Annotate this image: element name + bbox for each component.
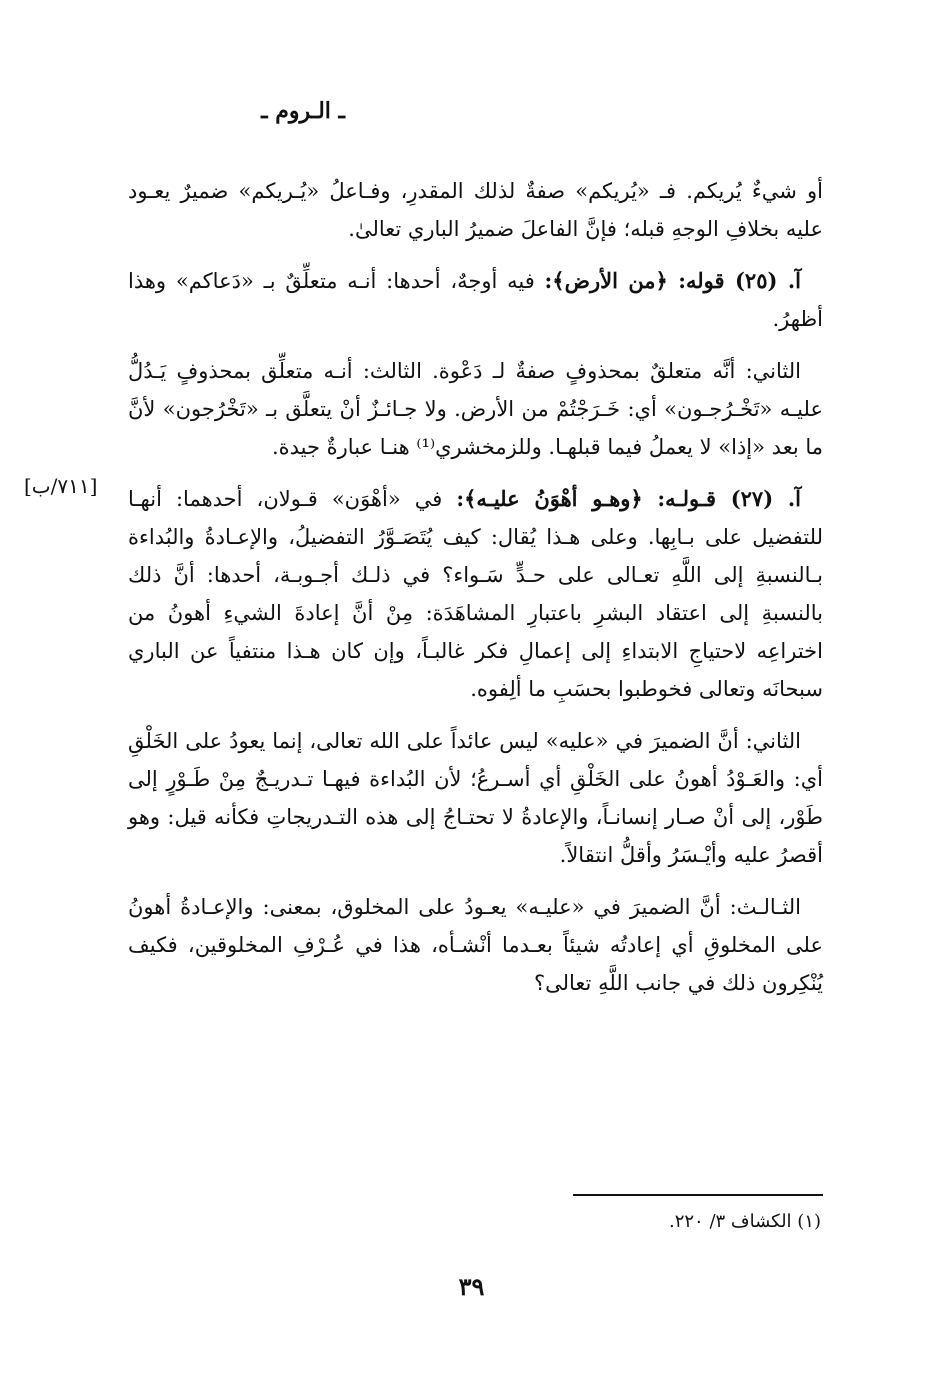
page-number: ٣٩ [458,1272,485,1301]
verse-heading-25: آ. (٢٥) قوله: ﴿من الأرض﴾: [544,268,801,293]
paragraph-2-text: فيه أوجهٌ، أحدها: أنـه متعلِّقٌ بـ «دَعاكم» وهذا أظهرُ. [128,269,823,331]
running-header: ـ الـروم ـ [261,98,345,124]
verse-heading-27: آ. (٢٧) قـولـه: ﴿وهـو أهْوَنُ عليـه﴾: [456,486,801,511]
paragraph-5: الثاني: أنَّ الضميرَ في «عليه» ليس عائداً على الله تعالى، إنما يعودُ على الخَلْقِ أي: والعَـوْدُ أهونُ على الخَلْقِ أي أسـرعُ؛ لأن البُداءة فيهـا تـدريـجٌ مِنْ طَـوْرٍ إلى طَوْر، إلى أنْ صـار إنسانـاً، والإعادةُ لا تحتـاجُ إلى هذه التـدريجاتِ فكأنه قيل: وهو أقصرُ عليه وأيْـسَرُ وأقلُّ انتقالاً. [128,729,823,867]
body-text [128,172,823,1016]
footnote: (١) الكشاف ٣/ ٢٢٠. [668,1211,821,1232]
paragraph-1: أو شيءٌ يُريكم. فـ «يُريكم» صفةٌ لذلك المقدرِ، وفـاعلُ «يُـريكم» ضميرٌ يعـود عليه بخلافِ الوجهِ قبله؛ فإنَّ الفاعلَ ضميرُ الباري تعالىٰ. [128,179,823,241]
margin-reference: [٧١١/ب] [24,474,98,498]
paragraph-6: الثـالـث: أنَّ الضميرَ في «عليـه» يعـودُ على المخلوق، بمعنى: والإعـادةُ أهونُ على المخلوقِ أي إعادتُه شيئاً بعـدما أنْشـأه، هذا في عُـرْفِ المخلوقين، فكيف يُنْكِرون ذلك في جانب اللَّهِ تعالى؟ [128,895,823,995]
footnote-divider [573,1194,823,1196]
paragraph-3: الثاني: أنَّه متعلقٌ بمحذوفٍ صفةٌ لـ دَعْوة. الثالث: أنـه متعلِّق بمحذوفٍ يَـدُلُّ عليـه «تَخْـرُجـون» أي: خَـرَجْتُمْ من الأرض. ولا جـائـزٌ أنْ يتعلَّق بـ «تَخْرُجون» لأنَّ ما بعد «إذا» لا يعملُ فيما قبلهـا. وللزمخشري⁽¹⁾ هنـا عبارةٌ جيدة. [128,359,823,459]
paragraph-2 [128,262,823,338]
paragraph-4 [128,480,823,708]
paragraph-4-text: في «أهْوَن» قـولان، أحدهما: أنهـا للتفضيل على بـابِها. وعلى هـذا يُقال: كيف يُتَصَـوَّرُ التفضيلُ، والإعـادةُ والبُداءة بـالنسبةِ إلى اللَّهِ تعـالى على حـدٍّ سَـواء؟ في ذلـك أجـوبـة، أحدها: أنَّ ذلك بالنسبةِ إلى اعتقاد البشرِ باعتبارِ المشاهَدَة: مِنْ أنَّ إعادةَ الشيءِ أهونُ من اختراعِه لاحتياجِ الابتداءِ إلى إعمالِ فكر غالبـاً، وإن كان هـذا منتفياً عن الباري سبحانَه وتعالى فخوطبوا بحسَبِ ما ألِفوه. [128,487,823,701]
